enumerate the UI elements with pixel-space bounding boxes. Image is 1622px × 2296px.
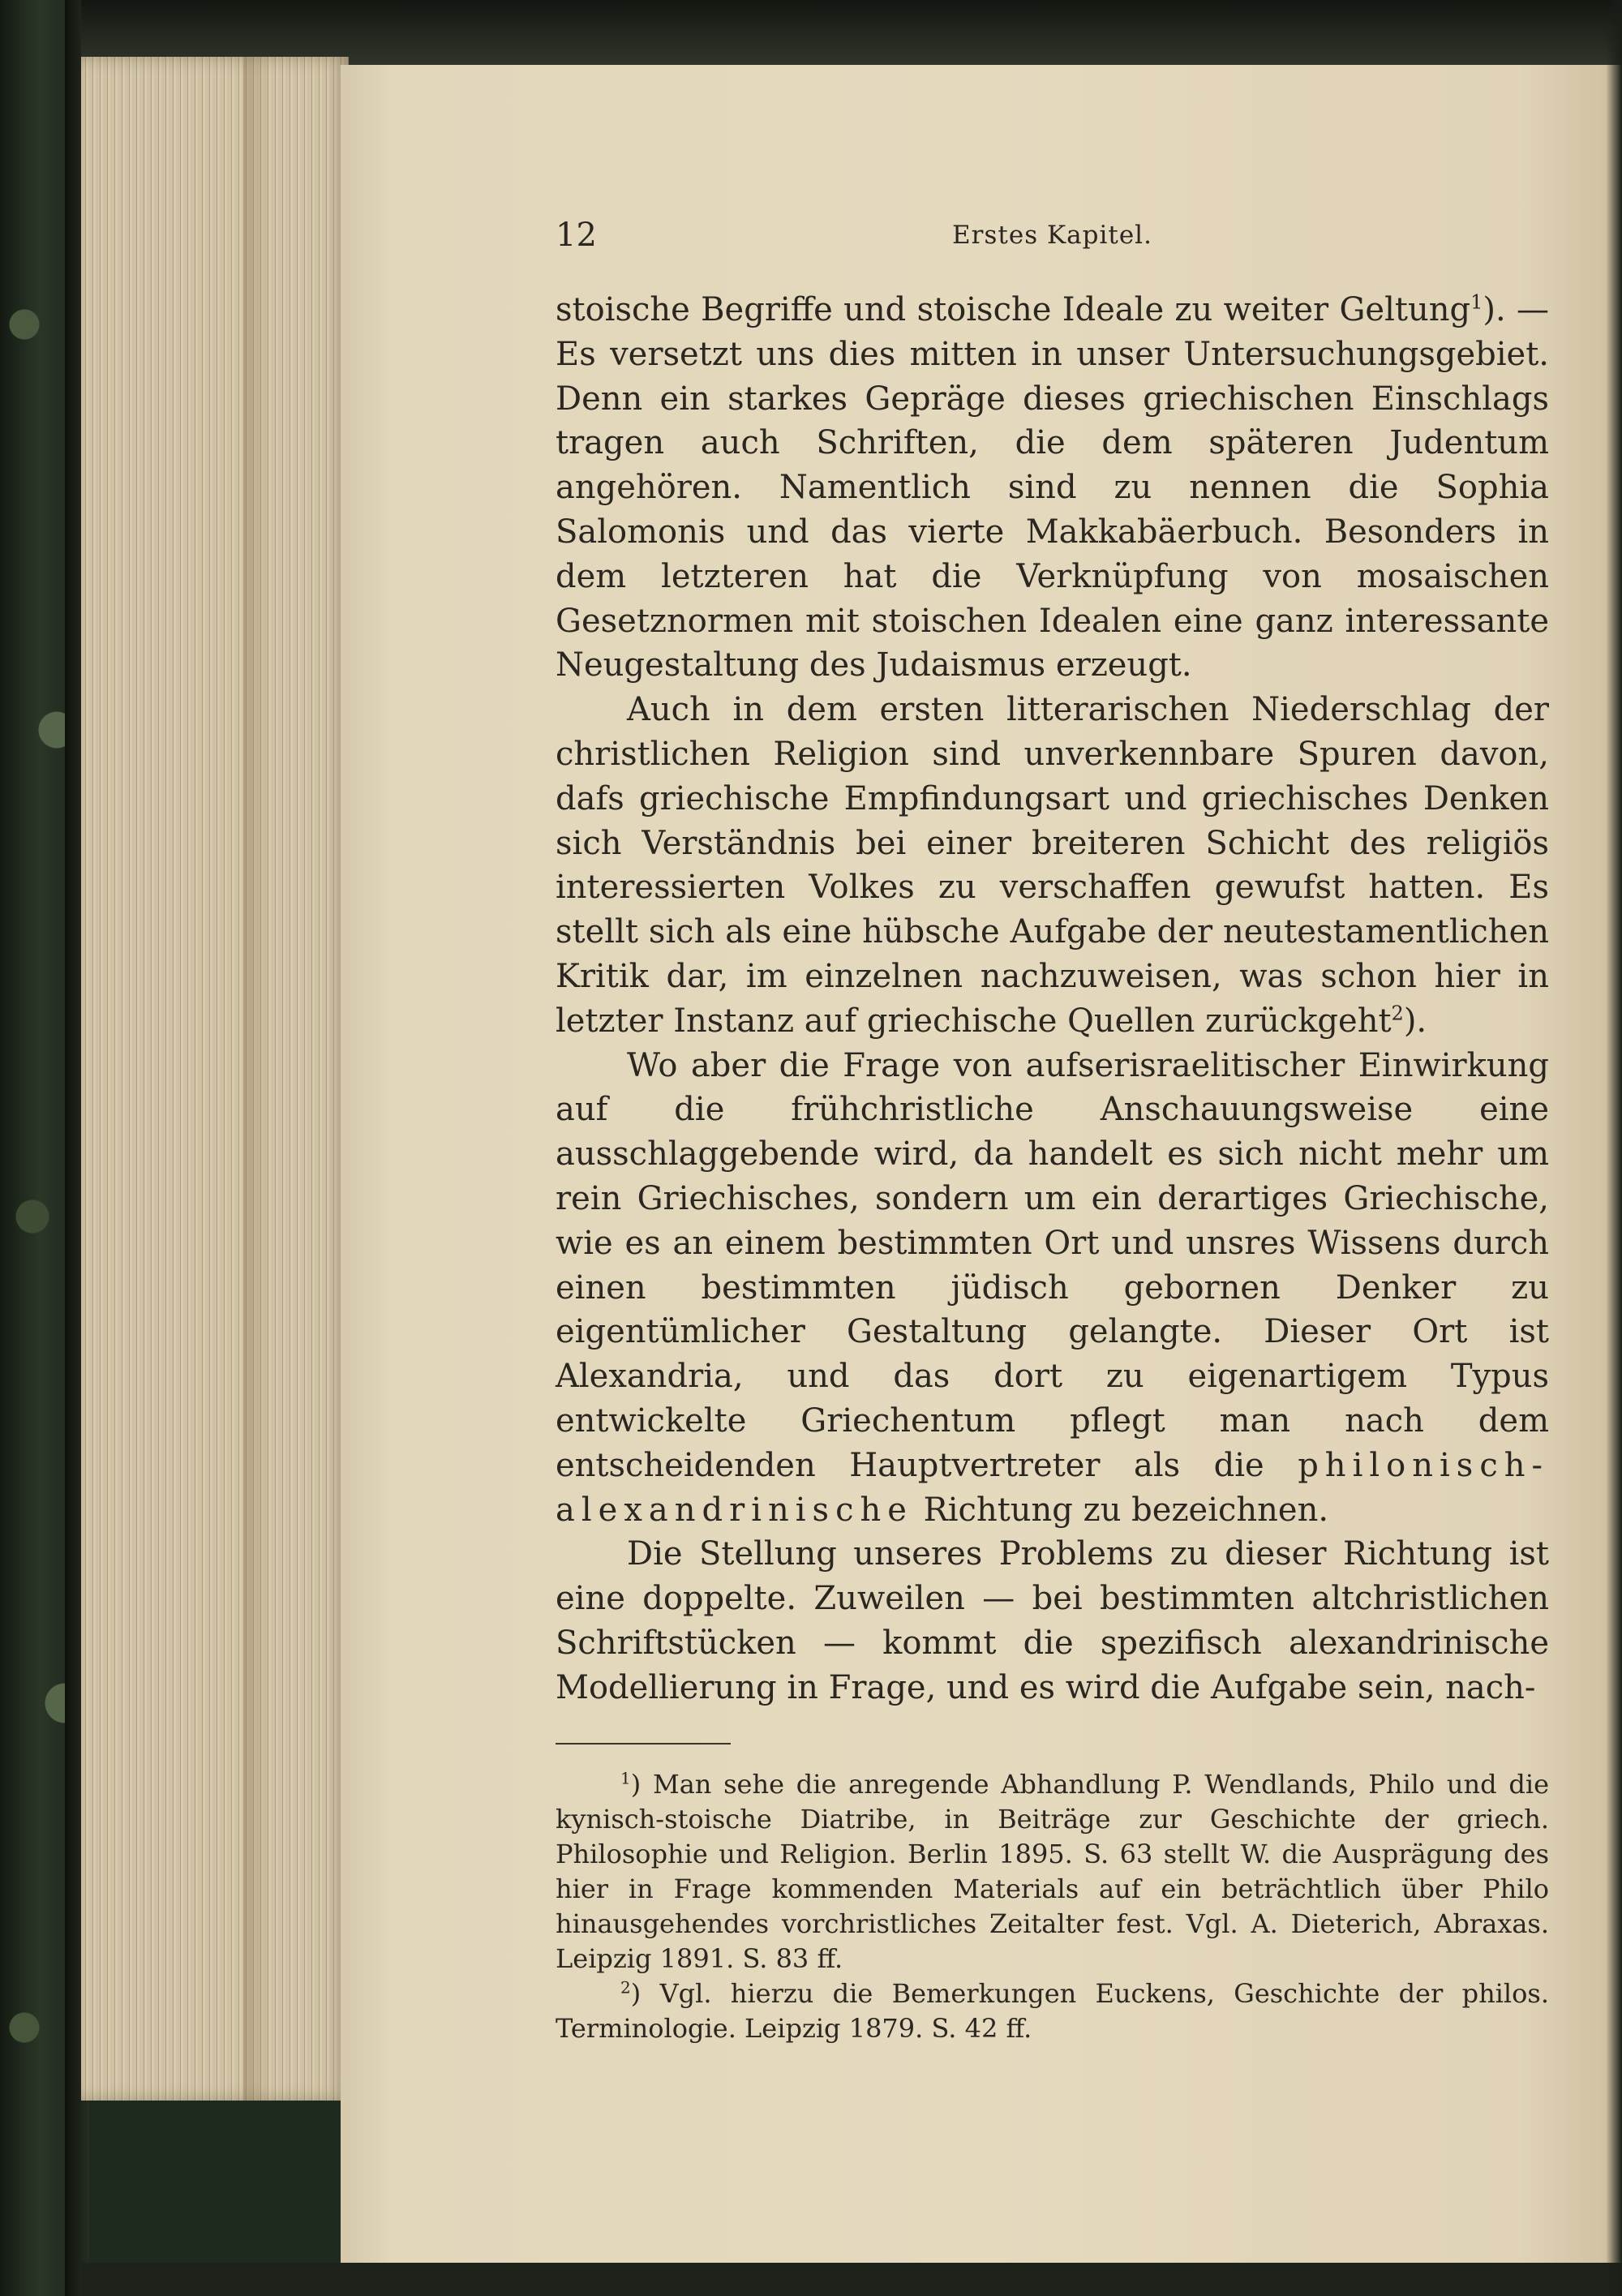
footnote-1-text: ) Man sehe die anregende Abhandlung P. Wendlands, Philo und die kynisch-stoische Diatribe, in Beiträge zur Geschichte der griech. Philosophie und Religion. Berlin 1895. S. 63 stellt W. die Ausprägung des hier in Frage kommenden Materials auf ein beträchtlich über Philo hinausgehendes vorchristliches Zeitalter fest. Vgl. A. Dieterich, Abraxas. Leipzig 1891. S. 83 ff.	[556, 1768, 1549, 1974]
footnote-ref-1: 1	[1470, 290, 1483, 314]
paragraph-1	[556, 288, 1549, 688]
paragraph-2-text-b: ).	[1403, 1002, 1427, 1040]
running-head	[556, 215, 1549, 264]
page-shadow-right	[1606, 0, 1622, 2296]
page-edges-shadow	[243, 57, 268, 2101]
paragraph-1-text-a: stoische Begriffe und stoische Ideale zu weiter Geltung	[556, 291, 1471, 328]
footnote-1-mark: 1	[620, 1767, 631, 1787]
paragraph-4: Die Stellung unseres Problems zu dieser Richtung ist eine doppelte. Zuweilen — bei bestimmten altchristlichen Schriftstücken — kommt die spezifisch alexandrinische Modellierung in Frage, und es wird die Aufgabe sein, nach-	[556, 1535, 1549, 1706]
background-top	[81, 0, 1622, 65]
footnote-1	[556, 1767, 1549, 1976]
paragraph-2-text-a: Auch in dem ersten litterarischen Niederschlag der christlichen Religion sind unverkennbare Spuren davon, dafs griechische Empfindungsart und griechisches Denken sich Verständnis bei einer breiteren Schicht des religiös interessierten Volkes zu verschaffen gewufst hatten. Es stellt sich als eine hübsche Aufgabe der neutestamentlichen Kritik dar, im einzelnen nachzuweisen, was schon hier in letzter Instanz auf griechische Quellen zurückgeht	[556, 691, 1549, 1040]
footnote-2-text: ) Vgl. hierzu die Bemerkungen Euckens, Geschichte der philos. Terminologie. Leipzig 1879. S. 42 ff.	[556, 1977, 1549, 2044]
body-text	[556, 288, 1549, 1710]
paragraph-3-text-b: Richtung zu bezeichnen.	[912, 1491, 1329, 1529]
paragraph-3-spaced-term: philonisch-alexandrinische	[556, 1446, 1549, 1529]
paragraph-1-text-b: ). — Es versetzt uns dies mitten in unser Untersuchungsgebiet. Denn ein starkes Gepräge dieses griechischen Einschlags tragen auch Schriften, die dem späteren Judentum angehören. Namentlich sind zu nennen die Sophia Salomonis und das vierte Makkabäerbuch. Besonders in dem letzteren hat die Verknüpfung von mosaischen Gesetznormen mit stoischen Idealen eine ganz interessante Neugestaltung des Judaismus erzeugt.	[556, 291, 1549, 685]
footnote-2	[556, 1976, 1549, 2046]
paragraph-3	[556, 1044, 1549, 1533]
page-edges	[81, 57, 349, 2101]
background-bottom	[81, 2263, 1622, 2296]
footnote-rule	[556, 1743, 731, 1745]
paragraph-3-text-a: Wo aber die Frage von aufserisraelitischer Einwirkung auf die frühchristliche Anschauungsweise eine ausschlaggebende wird, da handelt es sich nicht mehr um rein Griechisches, sondern um ein derartiges Griechische, wie es an einem bestimmten Ort und unsres Wissens durch einen bestimmten jüdisch gebornen Denker zu eigentümlicher Gestaltung gelangte. Dieser Ort ist Alexandria, und das dort zu eigenartigem Typus entwickelte Griechentum pflegt man nach dem entscheidenden Hauptvertreter als die	[556, 1046, 1549, 1484]
chapter-title: Erstes Kapitel.	[952, 221, 1152, 250]
footnote-2-mark: 2	[620, 1976, 631, 1997]
page-text-block	[556, 215, 1549, 2046]
footnote-ref-2: 2	[1391, 1002, 1404, 1025]
paragraph-2	[556, 688, 1549, 1043]
footnotes	[556, 1767, 1549, 2046]
page-number: 12	[556, 217, 597, 254]
